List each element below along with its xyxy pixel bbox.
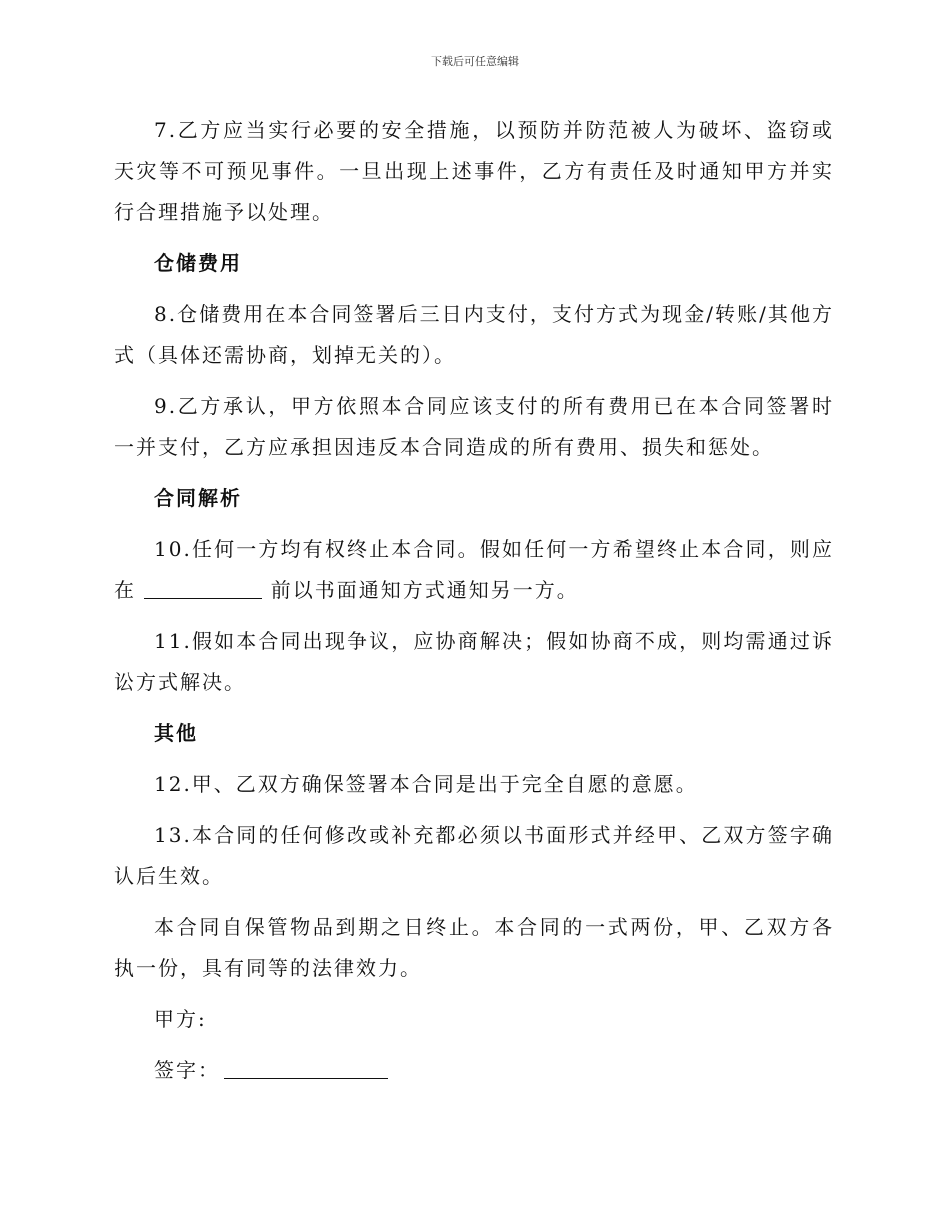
signature-blank-line [224,1058,388,1079]
clause-10 [114,529,834,611]
deadline-blank-line [144,578,262,599]
section-heading-termination: 合同解析 [154,486,242,510]
clause-8: 8.仓储费用在本合同签署后三日内支付，支付方式为现金/转账/其他方式（具体还需协商，划掉无关的）。 [114,302,834,367]
clause-9: 9.乙方承认，甲方依照本合同应该支付的所有费用已在本合同签署时一并支付，乙方应承担因违反本合同造成的所有费用、损失和惩处。 [114,394,834,459]
termination-statement: 本合同自保管物品到期之日终止。本合同的一式两份，甲、乙双方各执一份，具有同等的法律效力。 [114,915,834,980]
section-heading-fees: 仓储费用 [154,251,242,275]
document-body [114,110,834,1101]
signature-label: 签字： [154,1058,220,1082]
signature-line [114,1050,834,1091]
clause-12: 12.甲、乙双方确保签署本合同是出于完全自愿的意愿。 [154,772,698,796]
clause-10-text-a: 10.任何一方均有权终止本合同。假如任何一方希望终止本合同，则应在 [114,537,834,602]
clause-11: 11.假如本合同出现争议，应协商解决；假如协商不成，则均需通过诉讼方式解决。 [114,629,834,694]
section-heading-other: 其他 [154,721,198,745]
page-header: 下载后可任意编辑 [431,55,519,68]
clause-10-text-b: 前以书面通知方式通知另一方。 [270,578,579,602]
clause-7: 7.乙方应当实行必要的安全措施，以预防并防范被人为破坏、盗窃或天灾等不可预见事件。一旦出现上述事件，乙方有责任及时通知甲方并实行合理措施予以处理。 [114,118,834,224]
clause-13: 13.本合同的任何修改或补充都必须以书面形式并经甲、乙双方签字确认后生效。 [114,823,834,888]
party-a-label: 甲方: [154,1007,207,1031]
